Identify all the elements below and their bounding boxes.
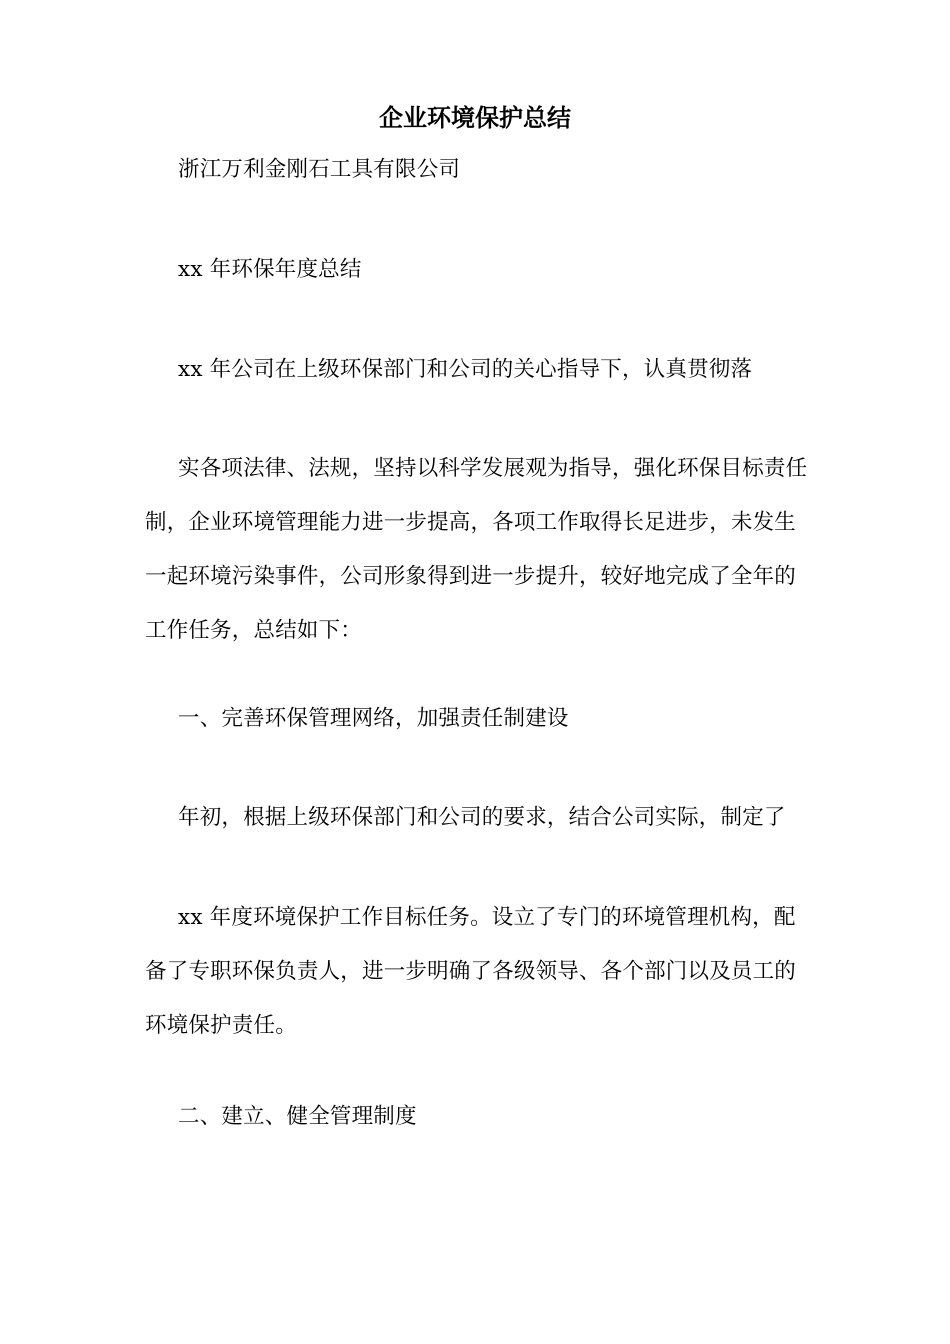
section-1-paragraph-body: xx 年度环境保护工作目标任务。设立了专门的环境管理机构，配备了专职环保负责人，进一步明确了各级领导、各个部门以及员工的环境保护责任。 — [145, 905, 797, 1038]
section-heading-1: 一、完善环保管理网络，加强责任制建设 — [178, 706, 569, 731]
section-1-paragraph-line: 年初，根据上级环保部门和公司的要求，结合公司实际，制定了 — [178, 805, 786, 830]
section-heading-2: 二、建立、健全管理制度 — [178, 1104, 417, 1129]
document-title: 企业环境保护总结 — [379, 104, 571, 132]
report-subtitle: xx 年环保年度总结 — [178, 257, 362, 282]
intro-paragraph-body: 实各项法律、法规，坚持以科学发展观为指导，强化环保目标责任制，企业环境管理能力进一步提高，各项工作取得长足进步，未发生一起环境污染事件，公司形象得到进一步提升，较好地完成了全年的工作任务，总结如下： — [145, 456, 808, 643]
intro-paragraph-line: xx 年公司在上级环保部门和公司的关心指导下，认真贯彻落 — [178, 357, 753, 382]
company-name: 浙江万利金刚石工具有限公司 — [178, 157, 461, 182]
